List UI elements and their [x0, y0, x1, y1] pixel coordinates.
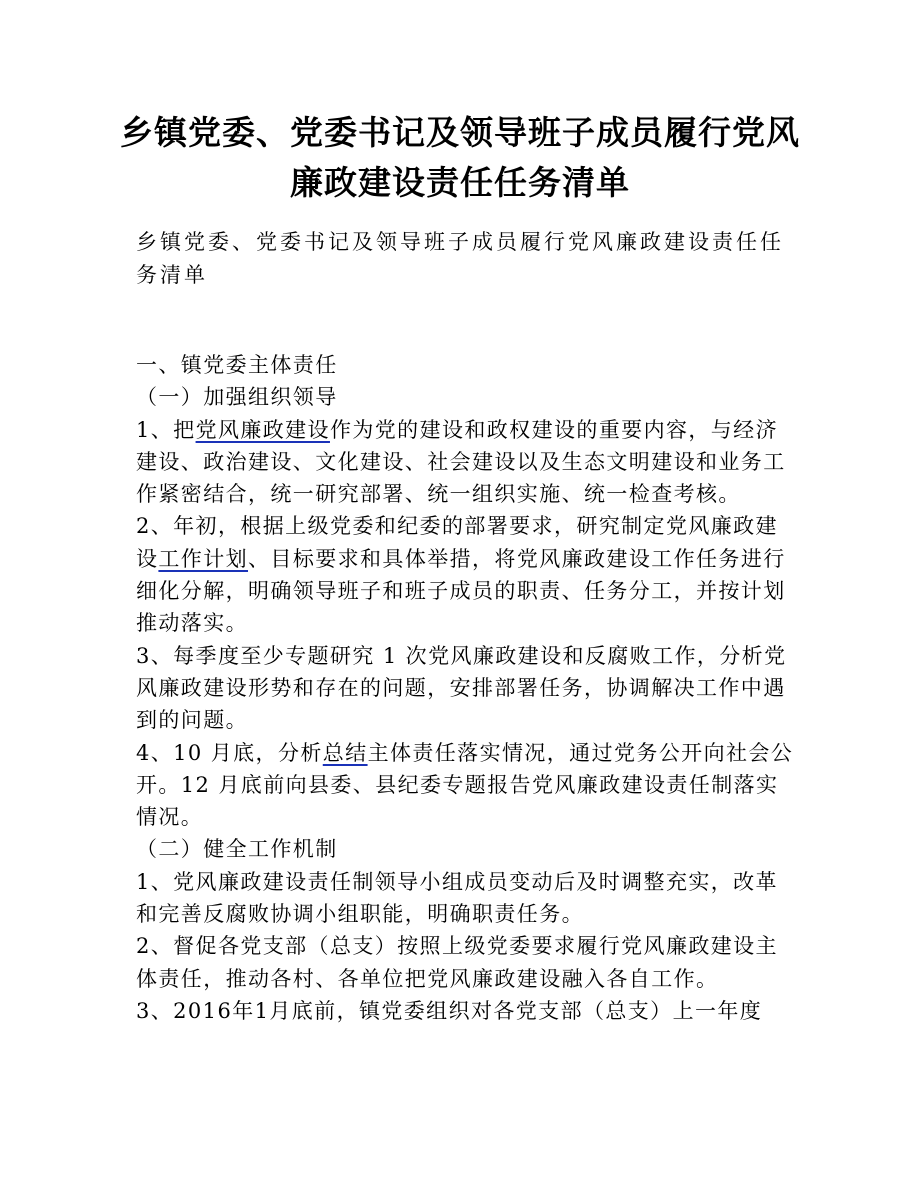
- paragraph-item-7: 3、2016年1月底前，镇党委组织对各党支部（总支）上一年度: [136, 998, 763, 1023]
- paragraph-item-1: [136, 414, 796, 511]
- subsection-heading: （一）加强组织领导: [136, 385, 338, 410]
- paragraph-text: 4、10 月底，分析: [136, 740, 323, 765]
- paragraph-item-6: 2、督促各党支部（总支）按照上级党委要求履行党风廉政建设主体责任，推动各村、各单位把党风廉政建设融入各自工作。: [136, 934, 778, 991]
- document-body: [136, 349, 796, 1027]
- subsection-heading: （二）健全工作机制: [136, 837, 338, 862]
- hyperlink-party-conduct[interactable]: 党风廉政建设: [195, 417, 330, 442]
- paragraph-item-4: [136, 737, 796, 834]
- document-title: 乡镇党委、党委书记及领导班子成员履行党风廉政建设责任任务清单: [120, 113, 800, 202]
- hyperlink-work-plan[interactable]: 工作计划: [158, 546, 249, 571]
- paragraph-text: 主体责任落实情况，通过党务公开向社会公开。12 月底前向县委、县纪委专题报告党风廉政建设责任制落实情况。: [136, 740, 794, 830]
- paragraph-text: 1、把: [136, 417, 196, 442]
- paragraph-text: 、目标要求和具体举措，将党风廉政建设工作任务进行细化分解，明确领导班子和班子成员的职责、任务分工，并按计划推动落实。: [136, 546, 786, 636]
- section-heading: 一、镇党委主体责任: [136, 353, 338, 377]
- paragraph-item-2: [136, 510, 796, 639]
- hyperlink-summary[interactable]: 总结: [322, 740, 368, 765]
- paragraph-text: 2、年初，根据上级党委和纪委的部署要求，研究制定党风廉政建设: [136, 514, 778, 571]
- paragraph-text: 作为党的建设和政权建设的重要内容，与经济建设、政治建设、文化建设、社会建设以及生态文明建设和业务工作紧密结合，统一研究部署、统一组织实施、统一检查考核。: [136, 417, 786, 507]
- paragraph-item-5: 1、党风廉政建设责任制领导小组成员变动后及时调整充实，改革和完善反腐败协调小组职能，明确职责任务。: [136, 869, 778, 927]
- document-subtitle: 乡镇党委、党委书记及领导班子成员履行党风廉政建设责任任务清单: [136, 230, 784, 287]
- paragraph-item-3: 3、每季度至少专题研究 1 次党风廉政建设和反腐败工作，分析党风廉政建设形势和存在的问题，安排部署任务，协调解决工作中遇到的问题。: [136, 643, 787, 733]
